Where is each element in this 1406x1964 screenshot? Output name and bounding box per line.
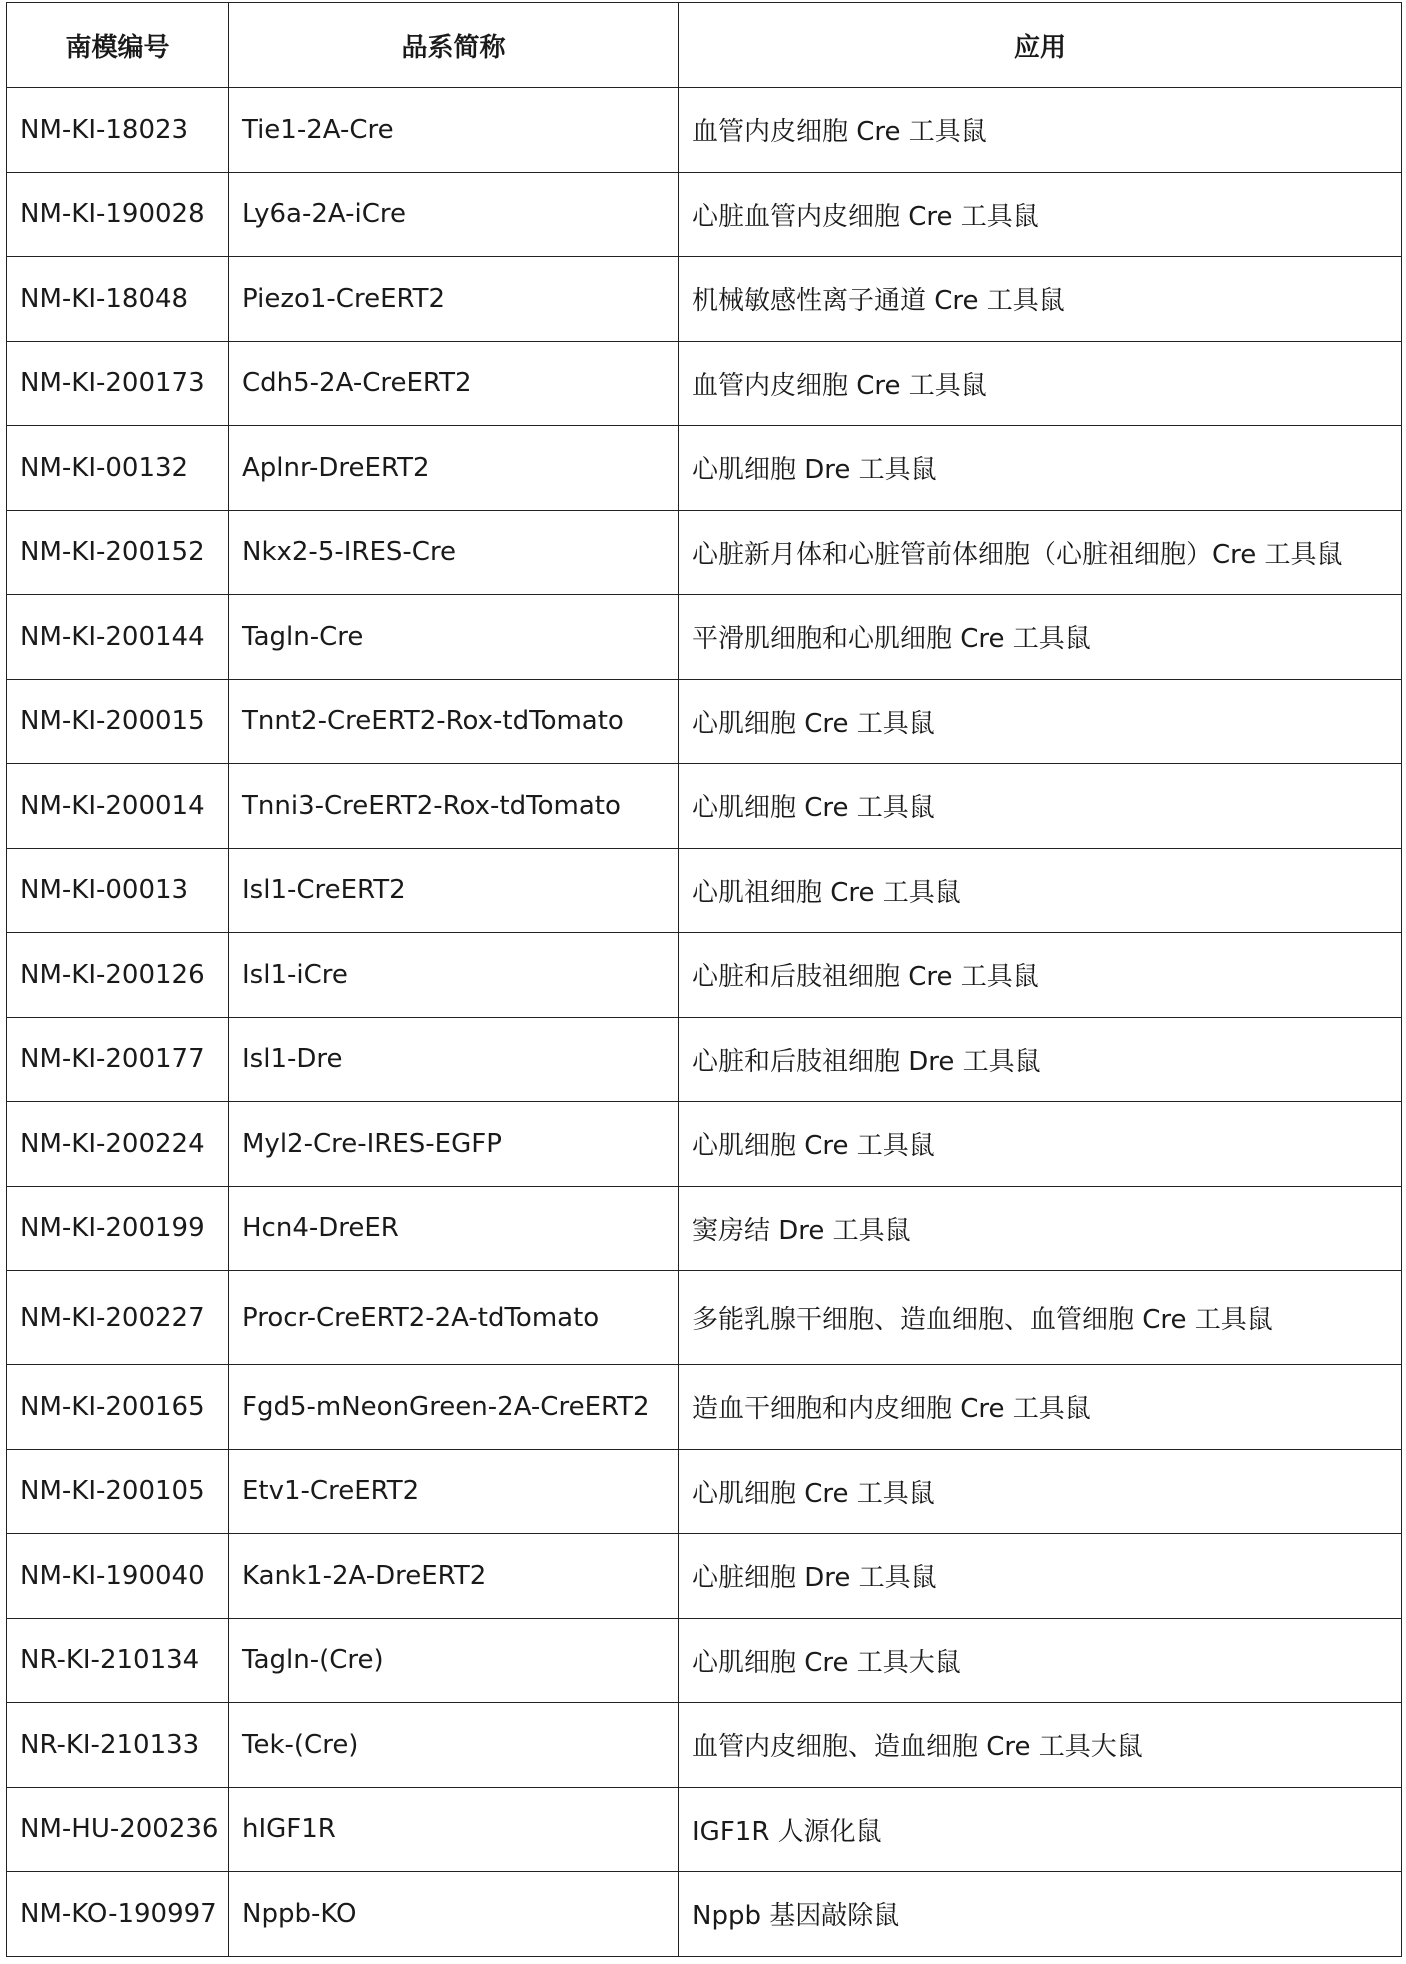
header-strain: 品系简称: [229, 3, 679, 88]
cell-application: 血管内皮细胞、造血细胞 Cre 工具大鼠: [679, 1703, 1402, 1788]
table-row: [7, 257, 1402, 342]
header-row: [7, 3, 1402, 88]
cell-strain: Tek-(Cre): [229, 1703, 679, 1788]
cell-application: 心肌细胞 Cre 工具鼠: [679, 679, 1402, 764]
table-row: [7, 1271, 1402, 1365]
cell-strain: Fgd5-mNeonGreen-2A-CreERT2: [229, 1365, 679, 1450]
cell-strain: Ly6a-2A-iCre: [229, 172, 679, 257]
cell-strain: Tagln-Cre: [229, 595, 679, 680]
cell-application: 多能乳腺干细胞、造血细胞、血管细胞 Cre 工具鼠: [679, 1271, 1402, 1365]
table-row: [7, 764, 1402, 849]
table-row: [7, 933, 1402, 1018]
cell-id: NM-KI-190028: [7, 172, 229, 257]
cell-application: 窦房结 Dre 工具鼠: [679, 1186, 1402, 1271]
cell-application: IGF1R 人源化鼠: [679, 1787, 1402, 1872]
cell-application: 心肌细胞 Cre 工具鼠: [679, 764, 1402, 849]
cell-id: NR-KI-210134: [7, 1618, 229, 1703]
cell-strain: Hcn4-DreER: [229, 1186, 679, 1271]
cell-application: 血管内皮细胞 Cre 工具鼠: [679, 341, 1402, 426]
cell-id: NM-KI-18048: [7, 257, 229, 342]
cell-application: 机械敏感性离子通道 Cre 工具鼠: [679, 257, 1402, 342]
cell-id: NM-KI-200105: [7, 1449, 229, 1534]
cell-id: NM-KI-00013: [7, 848, 229, 933]
table-row: [7, 1703, 1402, 1788]
table-row: [7, 1449, 1402, 1534]
table-row: [7, 1365, 1402, 1450]
table-row: [7, 426, 1402, 511]
cell-id: NM-KI-200126: [7, 933, 229, 1018]
cell-application: 心肌细胞 Cre 工具鼠: [679, 1102, 1402, 1187]
table-row: [7, 510, 1402, 595]
table-row: [7, 1787, 1402, 1872]
cell-strain: Tagln-(Cre): [229, 1618, 679, 1703]
cell-application: 血管内皮细胞 Cre 工具鼠: [679, 88, 1402, 173]
table-row: [7, 679, 1402, 764]
cell-strain: Isl1-CreERT2: [229, 848, 679, 933]
cell-application: 心肌细胞 Cre 工具大鼠: [679, 1618, 1402, 1703]
table-row: [7, 1872, 1402, 1957]
header-application: 应用: [679, 3, 1402, 88]
cell-id: NM-KI-200165: [7, 1365, 229, 1450]
cell-id: NM-KO-190997: [7, 1872, 229, 1957]
table-row: [7, 1534, 1402, 1619]
table-row: [7, 595, 1402, 680]
table-row: [7, 88, 1402, 173]
cell-id: NM-HU-200236: [7, 1787, 229, 1872]
cell-id: NR-KI-210133: [7, 1703, 229, 1788]
cell-strain: Myl2-Cre-IRES-EGFP: [229, 1102, 679, 1187]
cell-strain: Etv1-CreERT2: [229, 1449, 679, 1534]
cell-application: 心脏血管内皮细胞 Cre 工具鼠: [679, 172, 1402, 257]
cell-strain: Aplnr-DreERT2: [229, 426, 679, 511]
cell-application: 心脏细胞 Dre 工具鼠: [679, 1534, 1402, 1619]
cell-strain: Isl1-Dre: [229, 1017, 679, 1102]
cell-application: 心肌细胞 Dre 工具鼠: [679, 426, 1402, 511]
table-row: [7, 848, 1402, 933]
cell-application: Nppb 基因敲除鼠: [679, 1872, 1402, 1957]
cell-application: 心脏和后肢祖细胞 Dre 工具鼠: [679, 1017, 1402, 1102]
cell-id: NM-KI-200173: [7, 341, 229, 426]
strain-table: [6, 2, 1402, 1957]
cell-id: NM-KI-200227: [7, 1271, 229, 1365]
cell-application: 心脏新月体和心脏管前体细胞（心脏祖细胞）Cre 工具鼠: [679, 510, 1402, 595]
table-row: [7, 172, 1402, 257]
cell-strain: Tnnt2-CreERT2-Rox-tdTomato: [229, 679, 679, 764]
cell-strain: hIGF1R: [229, 1787, 679, 1872]
table-row: [7, 1186, 1402, 1271]
cell-id: NM-KI-200015: [7, 679, 229, 764]
cell-application: 心肌细胞 Cre 工具鼠: [679, 1449, 1402, 1534]
table-row: [7, 1102, 1402, 1187]
cell-strain: Nkx2-5-IRES-Cre: [229, 510, 679, 595]
header-id: 南模编号: [7, 3, 229, 88]
cell-id: NM-KI-00132: [7, 426, 229, 511]
cell-application: 心肌祖细胞 Cre 工具鼠: [679, 848, 1402, 933]
cell-strain: Tie1-2A-Cre: [229, 88, 679, 173]
cell-strain: Procr-CreERT2-2A-tdTomato: [229, 1271, 679, 1365]
cell-id: NM-KI-200144: [7, 595, 229, 680]
cell-strain: Isl1-iCre: [229, 933, 679, 1018]
cell-strain: Tnni3-CreERT2-Rox-tdTomato: [229, 764, 679, 849]
cell-id: NM-KI-200224: [7, 1102, 229, 1187]
cell-id: NM-KI-200177: [7, 1017, 229, 1102]
cell-id: NM-KI-200199: [7, 1186, 229, 1271]
cell-id: NM-KI-18023: [7, 88, 229, 173]
cell-id: NM-KI-190040: [7, 1534, 229, 1619]
cell-application: 平滑肌细胞和心肌细胞 Cre 工具鼠: [679, 595, 1402, 680]
table-row: [7, 1618, 1402, 1703]
cell-application: 心脏和后肢祖细胞 Cre 工具鼠: [679, 933, 1402, 1018]
table-row: [7, 341, 1402, 426]
cell-id: NM-KI-200152: [7, 510, 229, 595]
cell-application: 造血干细胞和内皮细胞 Cre 工具鼠: [679, 1365, 1402, 1450]
cell-strain: Nppb-KO: [229, 1872, 679, 1957]
cell-strain: Kank1-2A-DreERT2: [229, 1534, 679, 1619]
table-row: [7, 1017, 1402, 1102]
cell-id: NM-KI-200014: [7, 764, 229, 849]
cell-strain: Piezo1-CreERT2: [229, 257, 679, 342]
cell-strain: Cdh5-2A-CreERT2: [229, 341, 679, 426]
